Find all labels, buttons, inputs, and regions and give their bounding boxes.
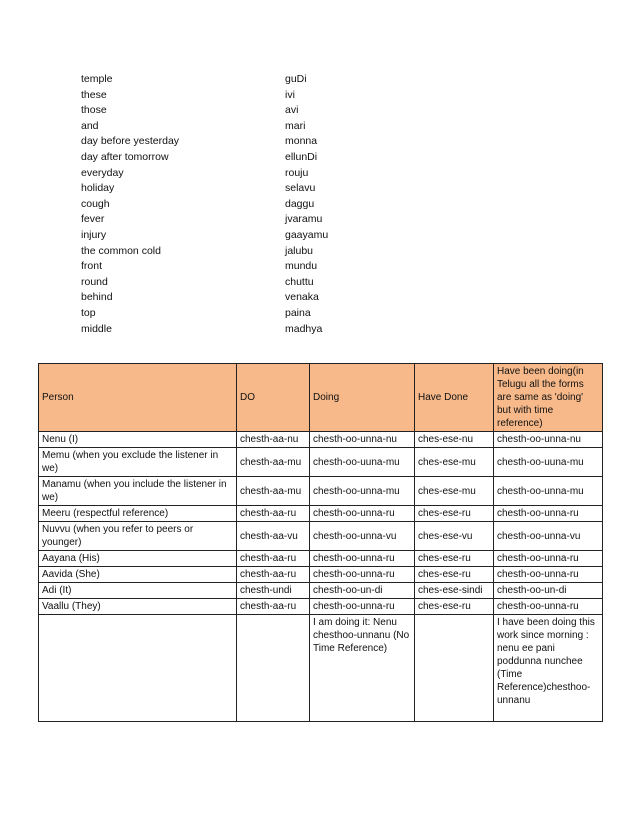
- vocab-english: temple: [81, 73, 113, 85]
- vocab-item: [0, 134, 638, 150]
- vocab-english: everyday: [81, 166, 124, 179]
- vocab-english: those: [81, 104, 107, 117]
- cell-doing: chesth-oo-unna-vu: [310, 522, 415, 551]
- vocab-item: [0, 212, 638, 228]
- cell-do: chesth-undi: [237, 583, 310, 599]
- vocab-item: [0, 228, 638, 244]
- table-row: [39, 448, 603, 477]
- cell-doing: chesth-oo-unna-ru: [310, 506, 415, 522]
- vocab-item: [0, 88, 638, 104]
- vocab-english: holiday: [81, 182, 115, 195]
- vocab-english: cough: [81, 197, 110, 210]
- cell-doing: chesth-oo-un-di: [310, 583, 415, 599]
- vocabulary-list: [0, 72, 638, 337]
- vocab-telugu: rouju: [285, 166, 309, 179]
- vocab-english: day after tomorrow: [81, 150, 169, 163]
- header-do: DO: [237, 364, 310, 432]
- cell-have-done: ches-ese-nu: [415, 432, 494, 448]
- cell-have-been-doing: chesth-oo-unna-mu: [494, 477, 603, 506]
- cell-do: chesth-aa-mu: [237, 448, 310, 477]
- vocab-english: these: [81, 88, 107, 101]
- table-row: [39, 599, 603, 615]
- reference-empty-cell: [39, 615, 237, 722]
- vocab-telugu: venaka: [285, 291, 319, 304]
- cell-person: Memu (when you exclude the listener in we): [39, 448, 237, 477]
- vocab-item: [0, 290, 638, 306]
- cell-have-done: ches-ese-ru: [415, 567, 494, 583]
- cell-do: chesth-aa-ru: [237, 506, 310, 522]
- cell-have-been-doing: chesth-oo-unna-vu: [494, 522, 603, 551]
- vocab-telugu: chuttu: [285, 275, 314, 288]
- vocab-telugu: madhya: [285, 322, 323, 335]
- vocab-telugu: avi: [285, 104, 299, 117]
- cell-have-done: ches-ese-mu: [415, 477, 494, 506]
- vocab-english: behind: [81, 291, 113, 304]
- table-row: [39, 477, 603, 506]
- vocab-item: [0, 244, 638, 260]
- cell-have-been-doing: chesth-oo-uuna-mu: [494, 448, 603, 477]
- vocab-telugu: selavu: [285, 182, 316, 195]
- vocab-item: [0, 197, 638, 213]
- cell-have-done: ches-ese-ru: [415, 599, 494, 615]
- vocab-english: front: [81, 260, 103, 273]
- cell-person: Meeru (respectful reference): [39, 506, 237, 522]
- vocab-telugu: ellunDi: [285, 150, 318, 163]
- vocab-item: [0, 166, 638, 182]
- cell-doing: chesth-oo-unna-ru: [310, 551, 415, 567]
- cell-do: chesth-aa-vu: [237, 522, 310, 551]
- vocab-item: [0, 259, 638, 275]
- cell-doing: chesth-oo-unna-ru: [310, 599, 415, 615]
- header-person: Person: [39, 364, 237, 432]
- cell-person: Nuvvu (when you refer to peers or younger): [39, 522, 237, 551]
- vocab-telugu: monna: [285, 135, 318, 148]
- vocab-telugu: mari: [285, 119, 306, 132]
- cell-do: chesth-aa-ru: [237, 551, 310, 567]
- cell-doing: chesth-oo-unna-ru: [310, 567, 415, 583]
- cell-do: chesth-aa-ru: [237, 599, 310, 615]
- vocab-item: [0, 275, 638, 291]
- cell-doing: chesth-oo-unna-mu: [310, 477, 415, 506]
- vocab-english: top: [81, 306, 96, 319]
- vocab-english: round: [81, 275, 108, 288]
- cell-person: Vaallu (They): [39, 599, 237, 615]
- cell-have-done: ches-ese-vu: [415, 522, 494, 551]
- table-row: [39, 567, 603, 583]
- vocab-english: middle: [81, 322, 112, 335]
- header-have-done: Have Done: [415, 364, 494, 432]
- cell-person: Manamu (when you include the listener in we): [39, 477, 237, 506]
- table-row: [39, 522, 603, 551]
- vocab-telugu: mundu: [285, 260, 318, 273]
- vocab-telugu: jalubu: [285, 244, 314, 257]
- vocab-item: [0, 72, 638, 88]
- reference-empty-cell: [415, 615, 494, 722]
- header-have-been-doing: Have been doing(in Telugu all the forms are same as 'doing' but with time reference): [494, 364, 603, 432]
- cell-doing: chesth-oo-uuna-mu: [310, 448, 415, 477]
- reference-doing: I am doing it: Nenu chesthoo-unnanu (No Time Reference): [310, 615, 415, 722]
- table-header-row: [39, 364, 603, 432]
- cell-doing: chesth-oo-unna-nu: [310, 432, 415, 448]
- vocab-english: day before yesterday: [81, 135, 180, 148]
- table-row: [39, 506, 603, 522]
- cell-have-been-doing: chesth-oo-unna-ru: [494, 599, 603, 615]
- vocab-item: [0, 103, 638, 119]
- cell-have-been-doing: chesth-oo-unna-ru: [494, 567, 603, 583]
- vocab-telugu: paina: [285, 306, 311, 319]
- cell-person: Aayana (His): [39, 551, 237, 567]
- cell-have-been-doing: chesth-oo-unna-ru: [494, 551, 603, 567]
- cell-have-been-doing: chesth-oo-unna-nu: [494, 432, 603, 448]
- conjugation-table: [38, 363, 603, 722]
- cell-have-done: ches-ese-sindi: [415, 583, 494, 599]
- vocab-telugu: daggu: [285, 197, 315, 210]
- reference-have-been-doing: I have been doing this work since morning : nenu ee pani poddunna nunchee (Time Reference)chesthoo-unnanu: [494, 615, 603, 722]
- cell-person: Aavida (She): [39, 567, 237, 583]
- vocab-telugu: guDi: [285, 73, 307, 85]
- table-row: [39, 583, 603, 599]
- table-row: [39, 432, 603, 448]
- cell-person: Nenu (I): [39, 432, 237, 448]
- vocab-english: and: [81, 119, 99, 132]
- vocab-item: [0, 150, 638, 166]
- vocab-item: [0, 322, 638, 338]
- reference-empty-cell: [237, 615, 310, 722]
- cell-have-been-doing: chesth-oo-unna-ru: [494, 506, 603, 522]
- vocab-telugu: ivi: [285, 88, 295, 101]
- reference-row: [39, 615, 603, 722]
- cell-have-been-doing: chesth-oo-un-di: [494, 583, 603, 599]
- vocab-english: fever: [81, 213, 105, 226]
- cell-have-done: ches-ese-ru: [415, 551, 494, 567]
- vocab-item: [0, 306, 638, 322]
- table-row: [39, 551, 603, 567]
- cell-do: chesth-aa-nu: [237, 432, 310, 448]
- vocab-telugu: gaayamu: [285, 228, 329, 241]
- vocab-item: [0, 181, 638, 197]
- vocab-english: the common cold: [81, 244, 161, 257]
- cell-have-done: ches-ese-ru: [415, 506, 494, 522]
- cell-person: Adi (It): [39, 583, 237, 599]
- vocab-telugu: jvaramu: [285, 213, 323, 226]
- vocab-english: injury: [81, 228, 107, 241]
- cell-have-done: ches-ese-mu: [415, 448, 494, 477]
- cell-do: chesth-aa-mu: [237, 477, 310, 506]
- cell-do: chesth-aa-ru: [237, 567, 310, 583]
- header-doing: Doing: [310, 364, 415, 432]
- vocab-item: [0, 119, 638, 135]
